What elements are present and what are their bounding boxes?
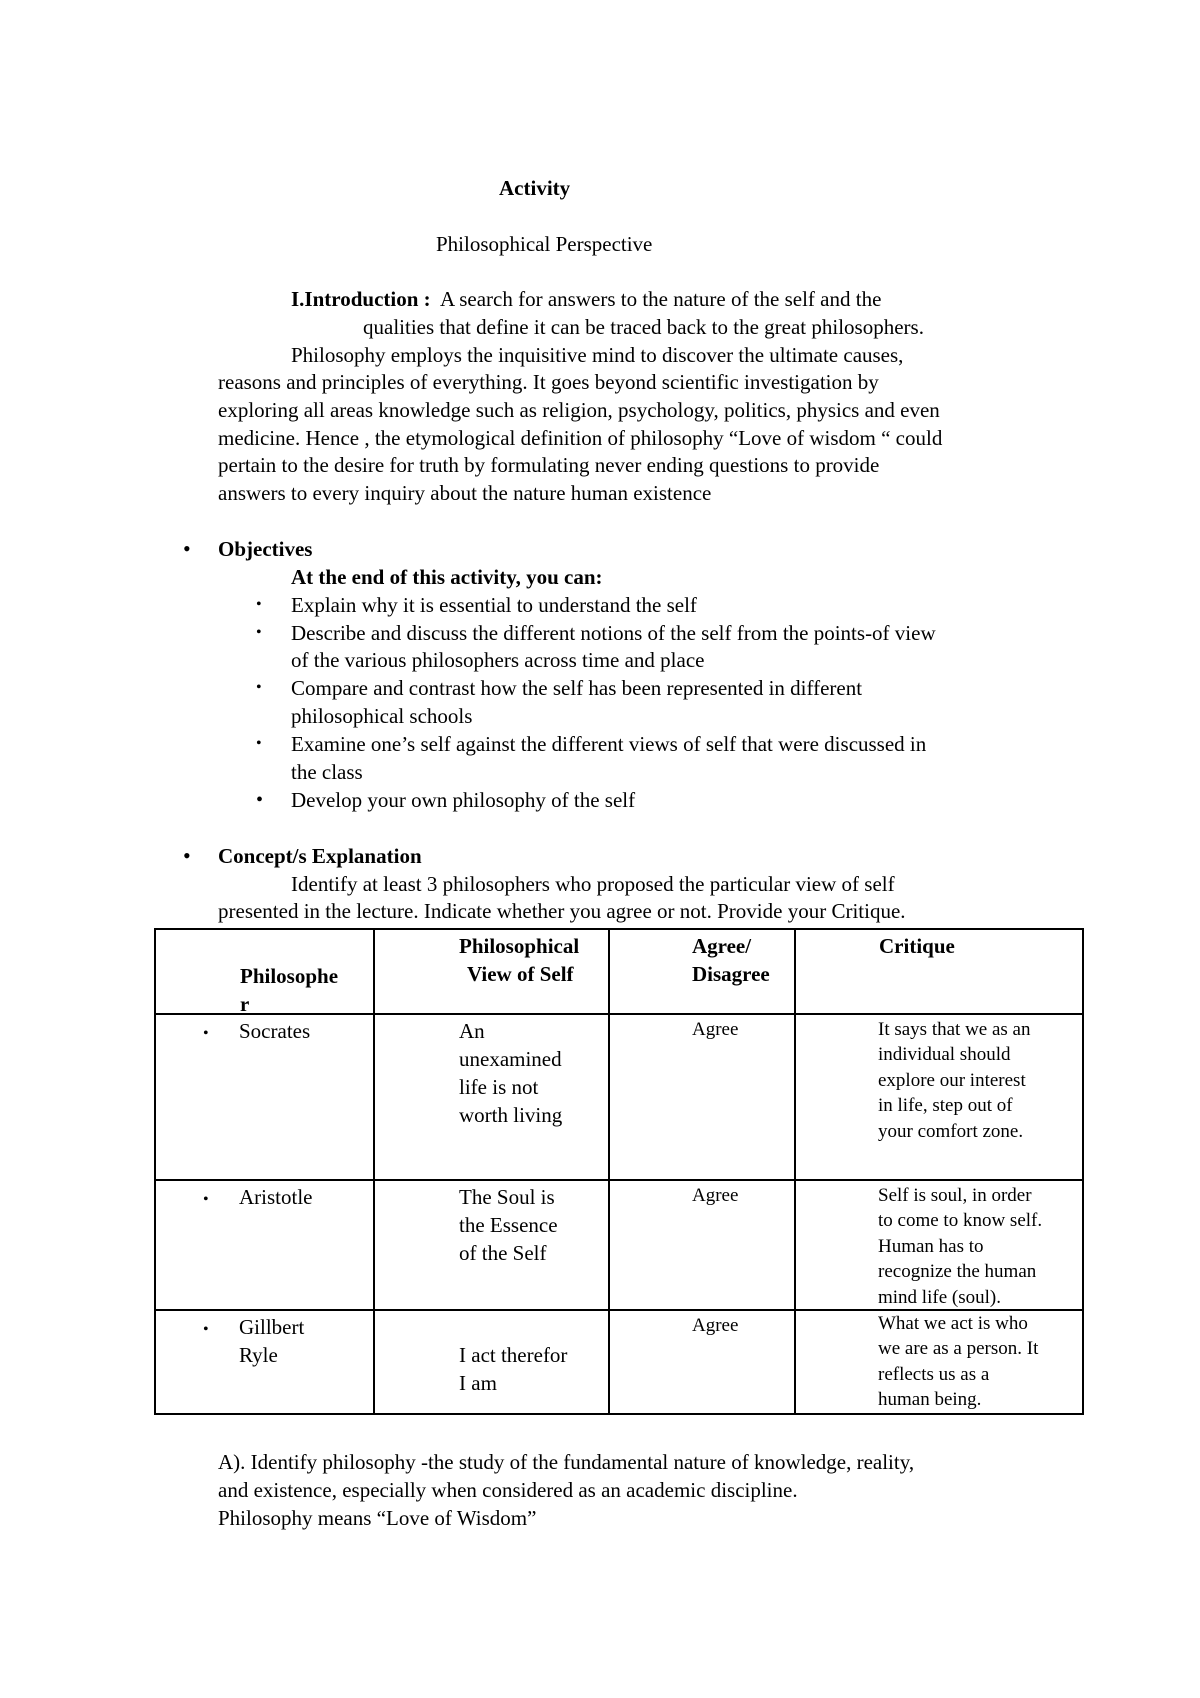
- view-line: life is not: [459, 1075, 539, 1099]
- header-agree: [609, 929, 795, 1014]
- critique-line: individual should: [878, 1044, 1011, 1065]
- objective-item: Explain why it is essential to understand the self: [291, 593, 697, 617]
- cell-philosopher: [155, 1310, 374, 1414]
- critique-line: recognize the human: [878, 1261, 1037, 1282]
- header-philosopher-line: r: [240, 992, 250, 1016]
- philosopher-name: Gillbert: [239, 1315, 305, 1339]
- critique-line: to come to know self.: [878, 1210, 1043, 1231]
- introduction-line-1: [291, 285, 881, 313]
- introduction-text-1: A search for answers to the nature of the self and the: [439, 287, 882, 311]
- introduction-label: I.Introduction :: [291, 287, 431, 311]
- philosophers-table: [154, 928, 1084, 1415]
- view-line: The Soul is: [459, 1185, 555, 1209]
- view-line: of the Self: [459, 1241, 547, 1265]
- introduction-line-2: qualities that define it can be traced back to the great philosophers.: [363, 315, 924, 339]
- table-row: [155, 1180, 1083, 1310]
- footer-line: Philosophy means “Love of Wisdom”: [218, 1506, 537, 1530]
- objective-item: Compare and contrast how the self has been represented in different: [291, 676, 863, 700]
- header-view: [374, 929, 609, 1014]
- bullet-icon: •: [203, 1191, 209, 1208]
- bullet-icon: •: [183, 843, 191, 868]
- critique-line: Human has to: [878, 1236, 984, 1257]
- philosopher-name: Aristotle: [239, 1185, 313, 1209]
- introduction-paragraph-line: Philosophy employs the inquisitive mind to discover the ultimate causes,: [291, 343, 904, 367]
- objective-item: Develop your own philosophy of the self: [291, 788, 636, 812]
- view-line: the Essence: [459, 1213, 558, 1237]
- cell-view: [374, 1180, 609, 1310]
- critique-line: we are as a person. It: [878, 1338, 1039, 1359]
- page-title: Activity: [499, 176, 571, 200]
- header-agree-line: Disagree: [692, 962, 770, 986]
- bullet-icon: •: [256, 789, 264, 811]
- cell-critique: [795, 1014, 1083, 1180]
- cell-critique: [795, 1180, 1083, 1310]
- bullet-icon: •: [256, 624, 262, 641]
- cell-critique: [795, 1310, 1083, 1414]
- introduction-paragraph-line: reasons and principles of everything. It goes beyond scientific investigation by: [218, 370, 879, 394]
- philosopher-name: Socrates: [239, 1019, 311, 1043]
- view-line: I am: [459, 1371, 497, 1395]
- concepts-line: presented in the lecture. Indicate whether you agree or not. Provide your Critique.: [218, 899, 906, 923]
- objectives-lead: At the end of this activity, you can:: [291, 565, 603, 589]
- view-line: An: [459, 1019, 485, 1043]
- bullet-icon: •: [203, 1025, 209, 1042]
- cell-philosopher: [155, 1180, 374, 1310]
- critique-line: in life, step out of: [878, 1095, 1013, 1116]
- cell-philosopher: [155, 1014, 374, 1180]
- introduction-paragraph-line: answers to every inquiry about the nature human existence: [218, 481, 712, 505]
- critique-line: human being.: [878, 1389, 982, 1410]
- critique-line: reflects us as a: [878, 1364, 990, 1385]
- agree-value: Agree: [692, 1315, 739, 1336]
- objective-item-cont: philosophical schools: [291, 704, 473, 728]
- cell-agree: [609, 1180, 795, 1310]
- critique-line: explore our interest: [878, 1070, 1026, 1091]
- critique-line: It says that we as an: [878, 1019, 1031, 1040]
- bullet-icon: •: [256, 679, 262, 696]
- table-row: [155, 1014, 1083, 1180]
- introduction-paragraph-line: exploring all areas knowledge such as religion, psychology, politics, physics and even: [218, 398, 940, 422]
- introduction-paragraph-line: pertain to the desire for truth by formulating never ending questions to provide: [218, 453, 880, 477]
- header-critique: [795, 929, 1083, 1014]
- bullet-icon: •: [183, 536, 191, 561]
- objective-item: Describe and discuss the different notions of the self from the points-of view: [291, 621, 936, 645]
- header-critique-line: Critique: [879, 934, 955, 958]
- bullet-icon: •: [256, 596, 262, 613]
- header-philosopher: [155, 929, 374, 1014]
- footer-line: A). Identify philosophy -the study of the fundamental nature of knowledge, reality,: [218, 1450, 915, 1474]
- critique-line: mind life (soul).: [878, 1287, 1001, 1308]
- critique-line: your comfort zone.: [878, 1121, 1024, 1142]
- objective-item-cont: of the various philosophers across time and place: [291, 648, 705, 672]
- introduction-paragraph-line: medicine. Hence , the etymological definition of philosophy “Love of wisdom “ could: [218, 426, 943, 450]
- critique-line: Self is soul, in order: [878, 1185, 1032, 1206]
- page-subtitle: Philosophical Perspective: [436, 232, 653, 256]
- objectives-heading: Objectives: [218, 537, 313, 561]
- cell-agree: [609, 1014, 795, 1180]
- bullet-icon: •: [203, 1321, 209, 1338]
- view-line: worth living: [459, 1103, 563, 1127]
- cell-view: [374, 1310, 609, 1414]
- header-philosopher-line: Philosophe: [240, 964, 339, 988]
- objective-item-cont: the class: [291, 760, 363, 784]
- bullet-icon: •: [256, 735, 262, 752]
- objective-item: Examine one’s self against the different views of self that were discussed in: [291, 732, 927, 756]
- agree-value: Agree: [692, 1019, 739, 1040]
- header-view-line: Philosophical: [459, 934, 580, 958]
- agree-value: Agree: [692, 1185, 739, 1206]
- view-line: I act therefor: [459, 1343, 568, 1367]
- concepts-line: Identify at least 3 philosophers who proposed the particular view of self: [291, 872, 895, 896]
- footer-line: and existence, especially when considered as an academic discipline.: [218, 1478, 798, 1502]
- concepts-heading: Concept/s Explanation: [218, 844, 422, 868]
- view-line: unexamined: [459, 1047, 562, 1071]
- header-view-line: View of Self: [467, 962, 574, 986]
- philosopher-name: Ryle: [239, 1343, 278, 1367]
- table-row: [155, 1310, 1083, 1414]
- cell-agree: [609, 1310, 795, 1414]
- table-header-row: [155, 929, 1083, 1014]
- critique-line: What we act is who: [878, 1313, 1028, 1334]
- cell-view: [374, 1014, 609, 1180]
- header-agree-line: Agree/: [692, 934, 752, 958]
